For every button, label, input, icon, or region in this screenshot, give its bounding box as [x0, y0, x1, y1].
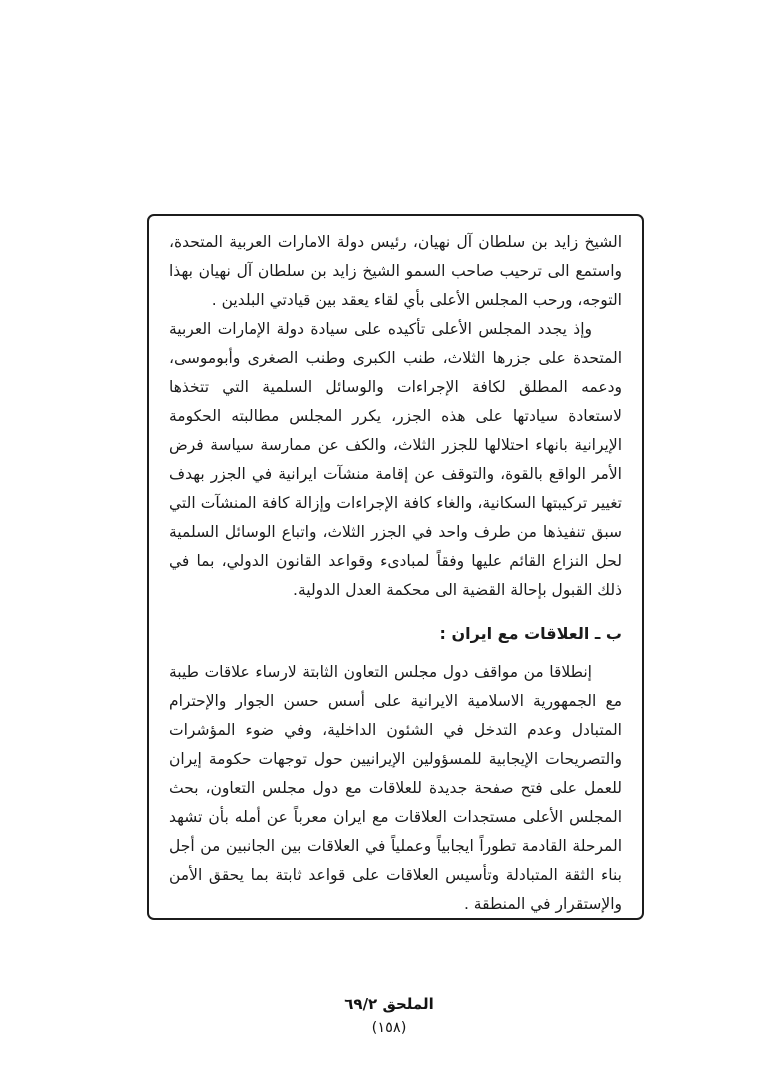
page-number: (١٥٨) [371, 1020, 407, 1036]
document-body [169, 228, 622, 919]
text-frame [147, 214, 644, 920]
paragraph-continuation: الشيخ زايد بن سلطان آل نهيان، رئيس دولة الامارات العربية المتحدة، واستمع الى ترحيب صاحب السمو الشيخ زايد بن سلطان آل نهيان بهذا التوجه، ورحب المجلس الأعلى بأي لقاء يعقد بين قيادتي البلدين . [169, 233, 622, 309]
paragraph-islands-sovereignty: وإذ يجدد المجلس الأعلى تأكيده على سيادة دولة الإمارات العربية المتحدة على جزرها الثلاث، طنب الكبرى وطنب الصغرى وأبوموسى، ودعمه المطلق لكافة الإجراءات والوسائل السلمية التي تتخذها لاستعادة سيادتها على هذه الجزر، يكرر المجلس مطالبته الحكومة الإيرانية بانهاء احتلالها للجزر الثلاث، والكف عن ممارسة سياسة فرض الأمر الواقع بالقوة، والتوقف عن إقامة منشآت ايرانية في الجزر بهدف تغيير تركيبتها السكانية، والغاء كافة الإجراءات وإزالة كافة المنشآت التي سبق تنفيذها من طرف واحد في الجزر الثلاث، واتباع الوسائل السلمية لحل النزاع القائم عليها وفقاً لمبادىء وقواعد القانون الدولي، بما في ذلك القبول بإحالة القضية الى محكمة العدل الدولية. [169, 320, 622, 599]
page-footer [0, 995, 778, 1036]
appendix-label: الملحق ٦٩/٢ [344, 995, 434, 1013]
section-heading-relations-with-iran: ب ـ العلاقات مع ايران : [439, 624, 622, 643]
paragraph-iran-relations: إنطلاقا من مواقف دول مجلس التعاون الثابتة لارساء علاقات طيبة مع الجمهورية الاسلامية الايرانية على أسس حسن الجوار والإحترام المتبادل وعدم التدخل في الشئون الداخلية، وفي ضوء المؤشرات والتصريحات الإيجابية للمسؤولين الإيرانيين حول توجهات حكومة إيران للعمل على فتح صفحة جديدة للعلاقات مع دول مجلس التعاون، بحث المجلس الأعلى مستجدات العلاقات مع ايران معرباً عن أمله بأن تشهد المرحلة القادمة تطوراً ايجابياً وعملياً في العلاقات بين الجانبين من أجل بناء الثقة المتبادلة وتأسيس العلاقات على قواعد ثابتة بما يحقق الأمن والإستقرار في المنطقة . [169, 663, 622, 913]
